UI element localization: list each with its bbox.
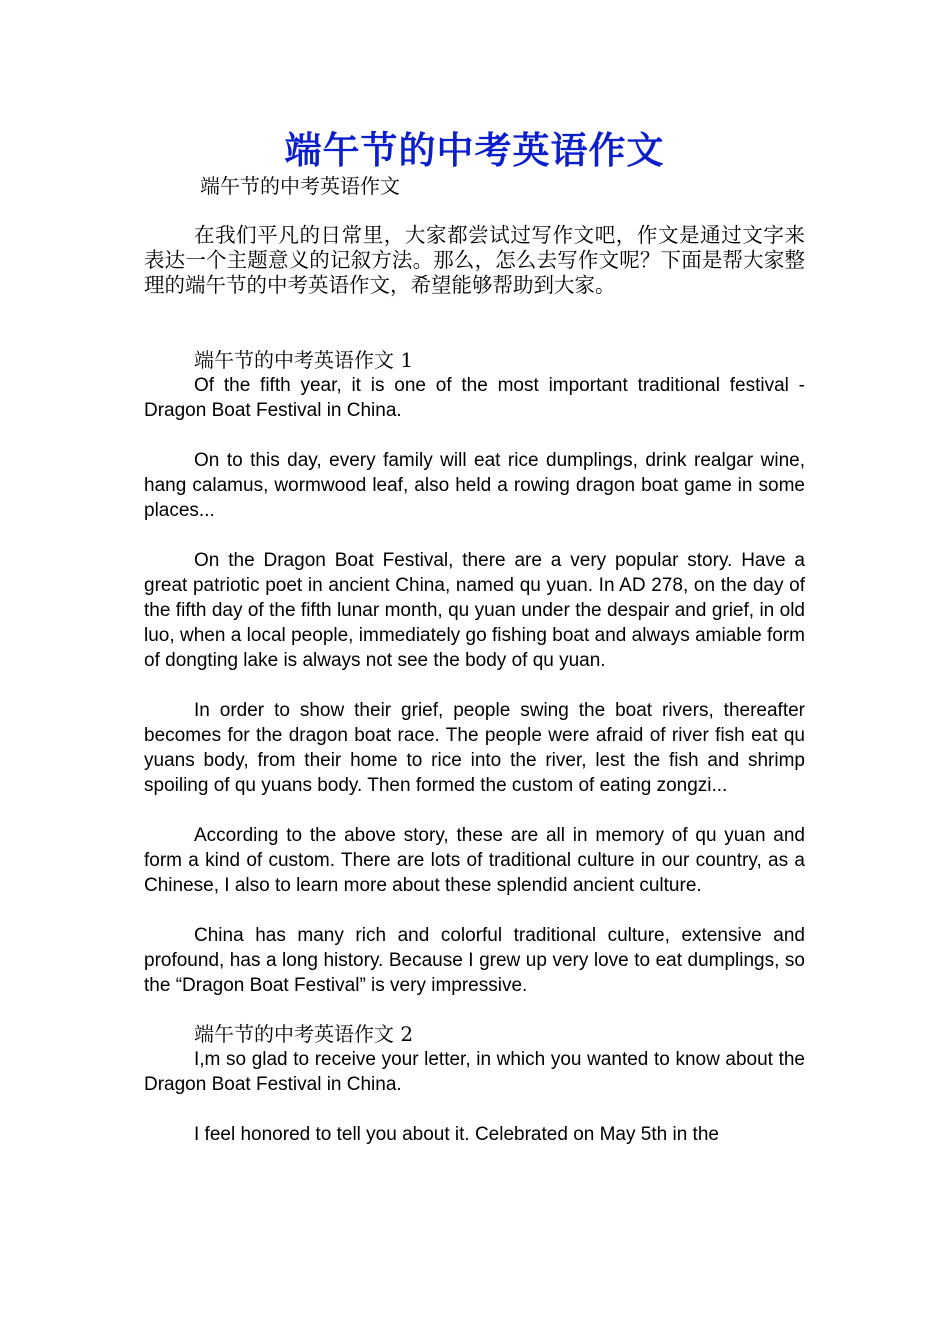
section-heading-2: 端午节的中考英语作文 2 [194, 1022, 414, 1046]
document-page [144, 122, 805, 1147]
paragraph: On to this day, every family will eat rice dumplings, drink realgar wine, hang calamus, wormwood leaf, also held a rowing dragon boat game in some places... [144, 450, 805, 521]
paragraph: On the Dragon Boat Festival, there are a very popular story. Have a great patriotic poet in ancient China, named qu yuan. In AD 278, on the day of the fifth day of the fifth lunar month, qu yuan under the despair and grief, in old luo, when a local people, immediately go fishing boat and always amiable form of dongting lake is always not see the body of qu yuan. [144, 550, 805, 671]
section-heading-1: 端午节的中考英语作文 1 [194, 348, 414, 372]
document-title: 端午节的中考英语作文 [284, 128, 665, 172]
paragraph: I feel honored to tell you about it. Celebrated on May 5th in the [194, 1124, 719, 1145]
paragraph: Of the fifth year, it is one of the most important traditional festival - Dragon Boat Festival in China. [144, 375, 805, 421]
paragraph: In order to show their grief, people swing the boat rivers, thereafter becomes for the dragon boat race. The people were afraid of river fish eat qu yuans body, from their home to rice into the river, lest the fish and shrimp spoiling of qu yuans body. Then formed the custom of eating zongzi... [144, 700, 805, 796]
document-subtitle: 端午节的中考英语作文 [200, 174, 400, 198]
paragraph: I,m so glad to receive your letter, in which you wanted to know about the Dragon Boat Festival in China. [144, 1049, 805, 1095]
paragraph: According to the above story, these are all in memory of qu yuan and form a kind of custom. There are lots of traditional culture in our country, as a Chinese, I also to learn more about these splendid ancient culture. [144, 825, 805, 896]
intro-paragraph: 在我们平凡的日常里，大家都尝试过写作文吧，作文是通过文字来表达一个主题意义的记叙方法。那么，怎么去写作文呢？下面是帮大家整理的端午节的中考英语作文，希望能够帮助到大家。 [144, 223, 805, 297]
paragraph: China has many rich and colorful traditional culture, extensive and profound, has a long history. Because I grew up very love to eat dumplings, so the “Dragon Boat Festival” is very impressive. [144, 925, 805, 996]
